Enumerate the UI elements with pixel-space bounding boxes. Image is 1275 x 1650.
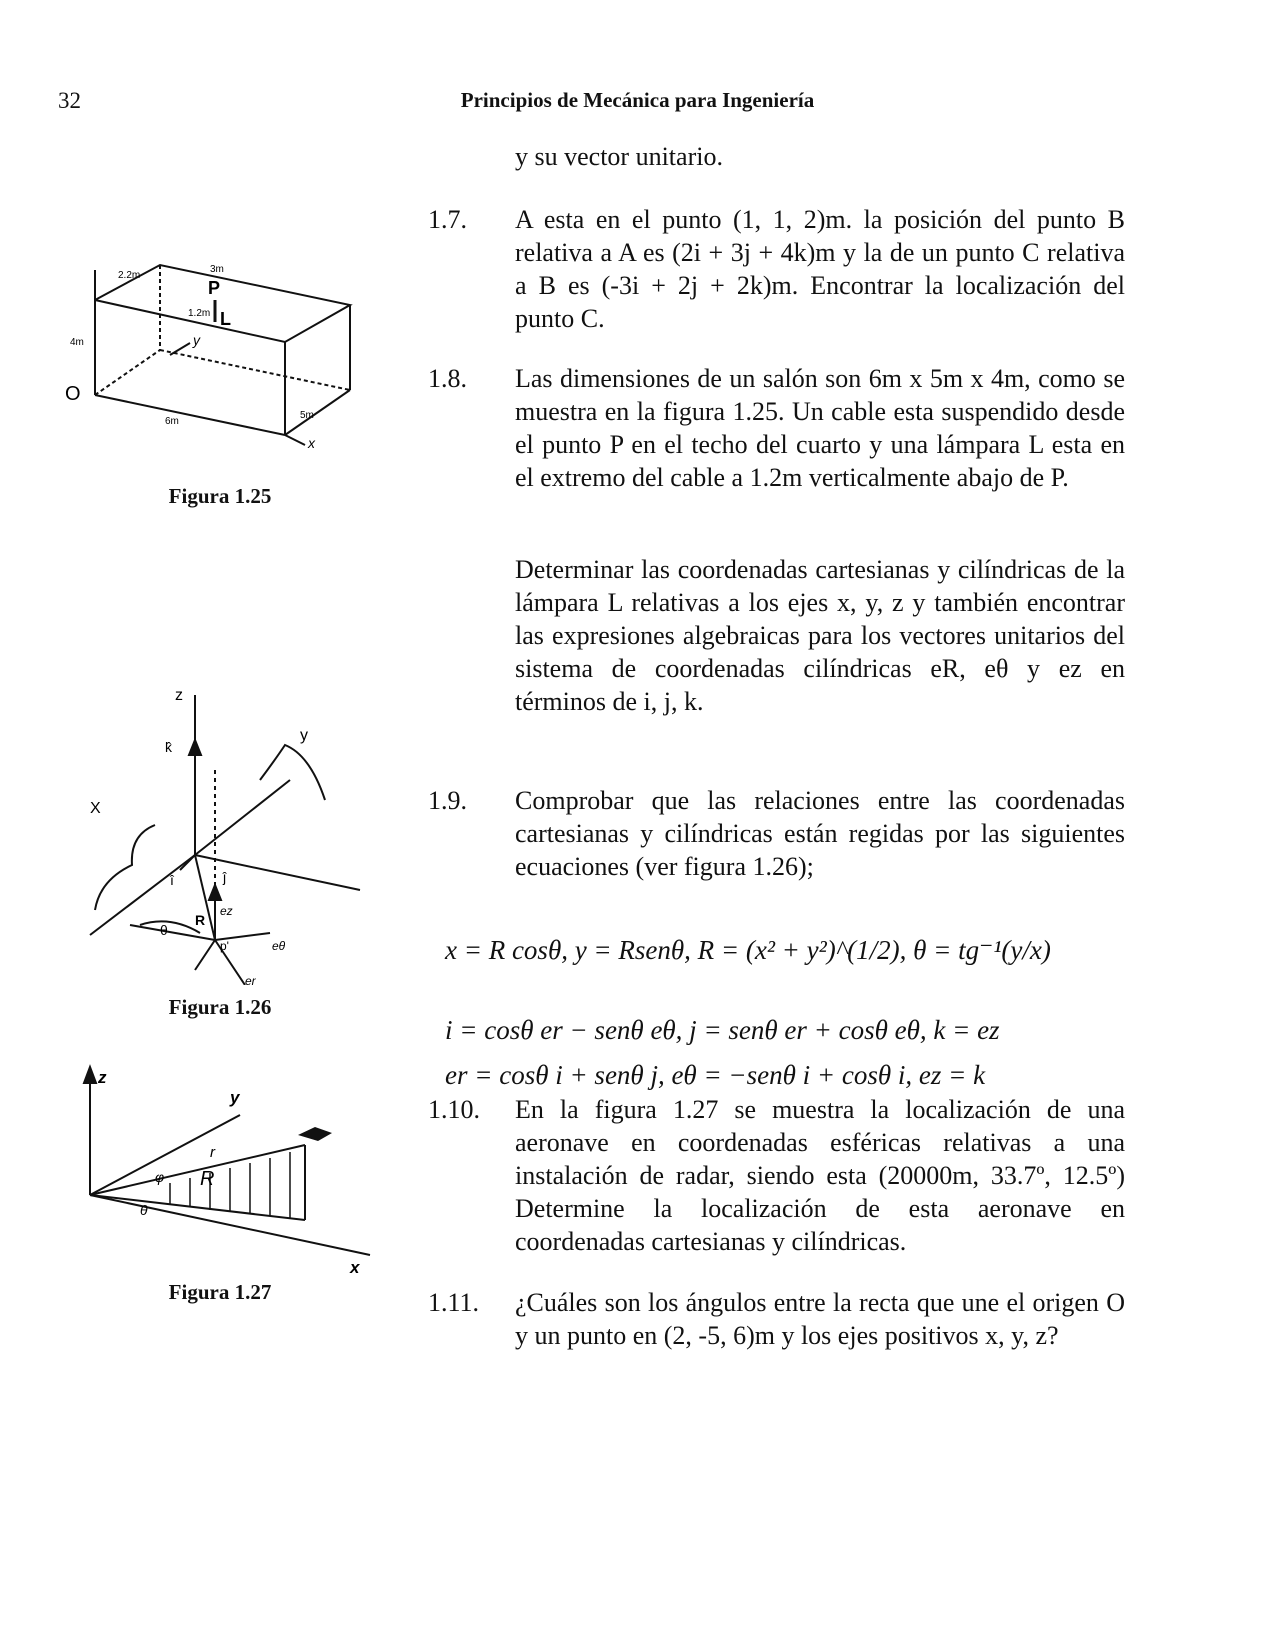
figure-1-27-spherical-diagram	[70, 1055, 380, 1275]
figure-label: k̂	[165, 739, 172, 755]
problem-number: 1.10.	[428, 1095, 480, 1124]
figure-label: θ	[140, 1202, 148, 1218]
figure-label: X	[90, 800, 101, 817]
figure-label: R	[200, 1168, 215, 1190]
problem-text: Las dimensiones de un salón son 6m x 5m x 4m, como se muestra en la figura 1.25. Un cable esta suspendido desde el punto P en el techo del cuarto y una lámpara L esta en el extremo del cable a 1.2m verticalmente abajo de P.	[515, 364, 1125, 492]
figure-caption: Figura 1.27	[168, 1280, 272, 1304]
problem-number: 1.8.	[428, 364, 467, 393]
problem-text: ¿Cuáles son los ángulos entre la recta que une el origen O y un punto en (2, -5, 6)m y los ejes positivos x, y, z?	[515, 1288, 1125, 1350]
figure-label: î	[170, 872, 174, 888]
figure-caption: Figura 1.26	[168, 995, 272, 1019]
figure-label: ĵ	[223, 869, 227, 885]
intro-line: y su vector unitario.	[515, 142, 723, 171]
figure-label: P	[208, 278, 221, 298]
figure-label: y	[193, 332, 200, 348]
figure-label: 3m	[210, 264, 224, 275]
figure-label: x	[350, 1258, 360, 1275]
figure-label: 2.2m	[118, 270, 141, 281]
running-head: Principios de Mecánica para Ingeniería	[460, 88, 815, 112]
figure-1-26-cylindrical-diagram	[60, 685, 390, 985]
problem-number: 1.9.	[428, 786, 467, 815]
figure-label: z	[175, 687, 183, 704]
figure-label: y	[300, 727, 308, 744]
figure-caption: Figura 1.25	[168, 484, 272, 508]
problem-text: En la figura 1.27 se muestra la localización de una aeronave en coordenadas esféricas relativas a una instalación de radar, siendo esta (20000m, 33.7º, 12.5º) Determine la localización de esta aeronave en coordenadas cartesianas y cilíndricas.	[515, 1095, 1125, 1256]
figure-label: 5m	[300, 410, 314, 421]
figure-label: er	[245, 974, 256, 985]
figure-label: 4m	[70, 337, 84, 348]
figure-label: R	[195, 912, 206, 928]
figure-label: ez	[220, 904, 233, 918]
figure-label: O	[65, 383, 81, 405]
figure-label: L	[220, 309, 231, 329]
figure-label: θ	[160, 922, 168, 938]
equation-line: i = cosθ er − senθ eθ, j = senθ er + cosθ eθ, k = ez	[445, 1015, 1000, 1045]
page-number: 32	[58, 88, 81, 113]
problem-text: Comprobar que las relaciones entre las coordenadas cartesianas y cilíndricas están regidas por las siguientes ecuaciones (ver figura 1.26);	[515, 786, 1125, 881]
equation-line: x = R cosθ, y = Rsenθ, R = (x² + y²)^(1/2), θ = tg⁻¹(y/x)	[445, 935, 1051, 965]
figure-label: y	[230, 1088, 240, 1107]
figure-label: r	[210, 1144, 215, 1161]
figure-label: x	[308, 435, 315, 450]
figure-label: p'	[220, 939, 229, 953]
equation-line: er = cosθ i + senθ j, eθ = −senθ i + cosθ i, ez = k	[445, 1060, 986, 1090]
figure-1-25-room-diagram	[60, 250, 370, 450]
figure-label: eθ	[272, 939, 286, 953]
problem-number: 1.11.	[428, 1288, 480, 1317]
problem-number: 1.7.	[428, 205, 467, 234]
figure-label: z	[98, 1068, 107, 1087]
figure-label: 6m	[165, 416, 179, 427]
figure-label: 1.2m	[188, 308, 211, 319]
problem-text-continued: Determinar las coordenadas cartesianas y cilíndricas de la lámpara L relativas a los ejes x, y, z y también encontrar las expresiones algebraicas para los vectores unitarios del sistema de coordenadas cilíndricas eR, eθ y ez en términos de i, j, k.	[515, 555, 1125, 716]
problem-text: A esta en el punto (1, 1, 2)m. la posición del punto B relativa a A es (2i + 3j + 4k)m y la de un punto C relativa a B es (-3i + 2j + 2k)m. Encontrar la localización del punto C.	[515, 205, 1125, 333]
figure-label: φ	[155, 1169, 165, 1185]
